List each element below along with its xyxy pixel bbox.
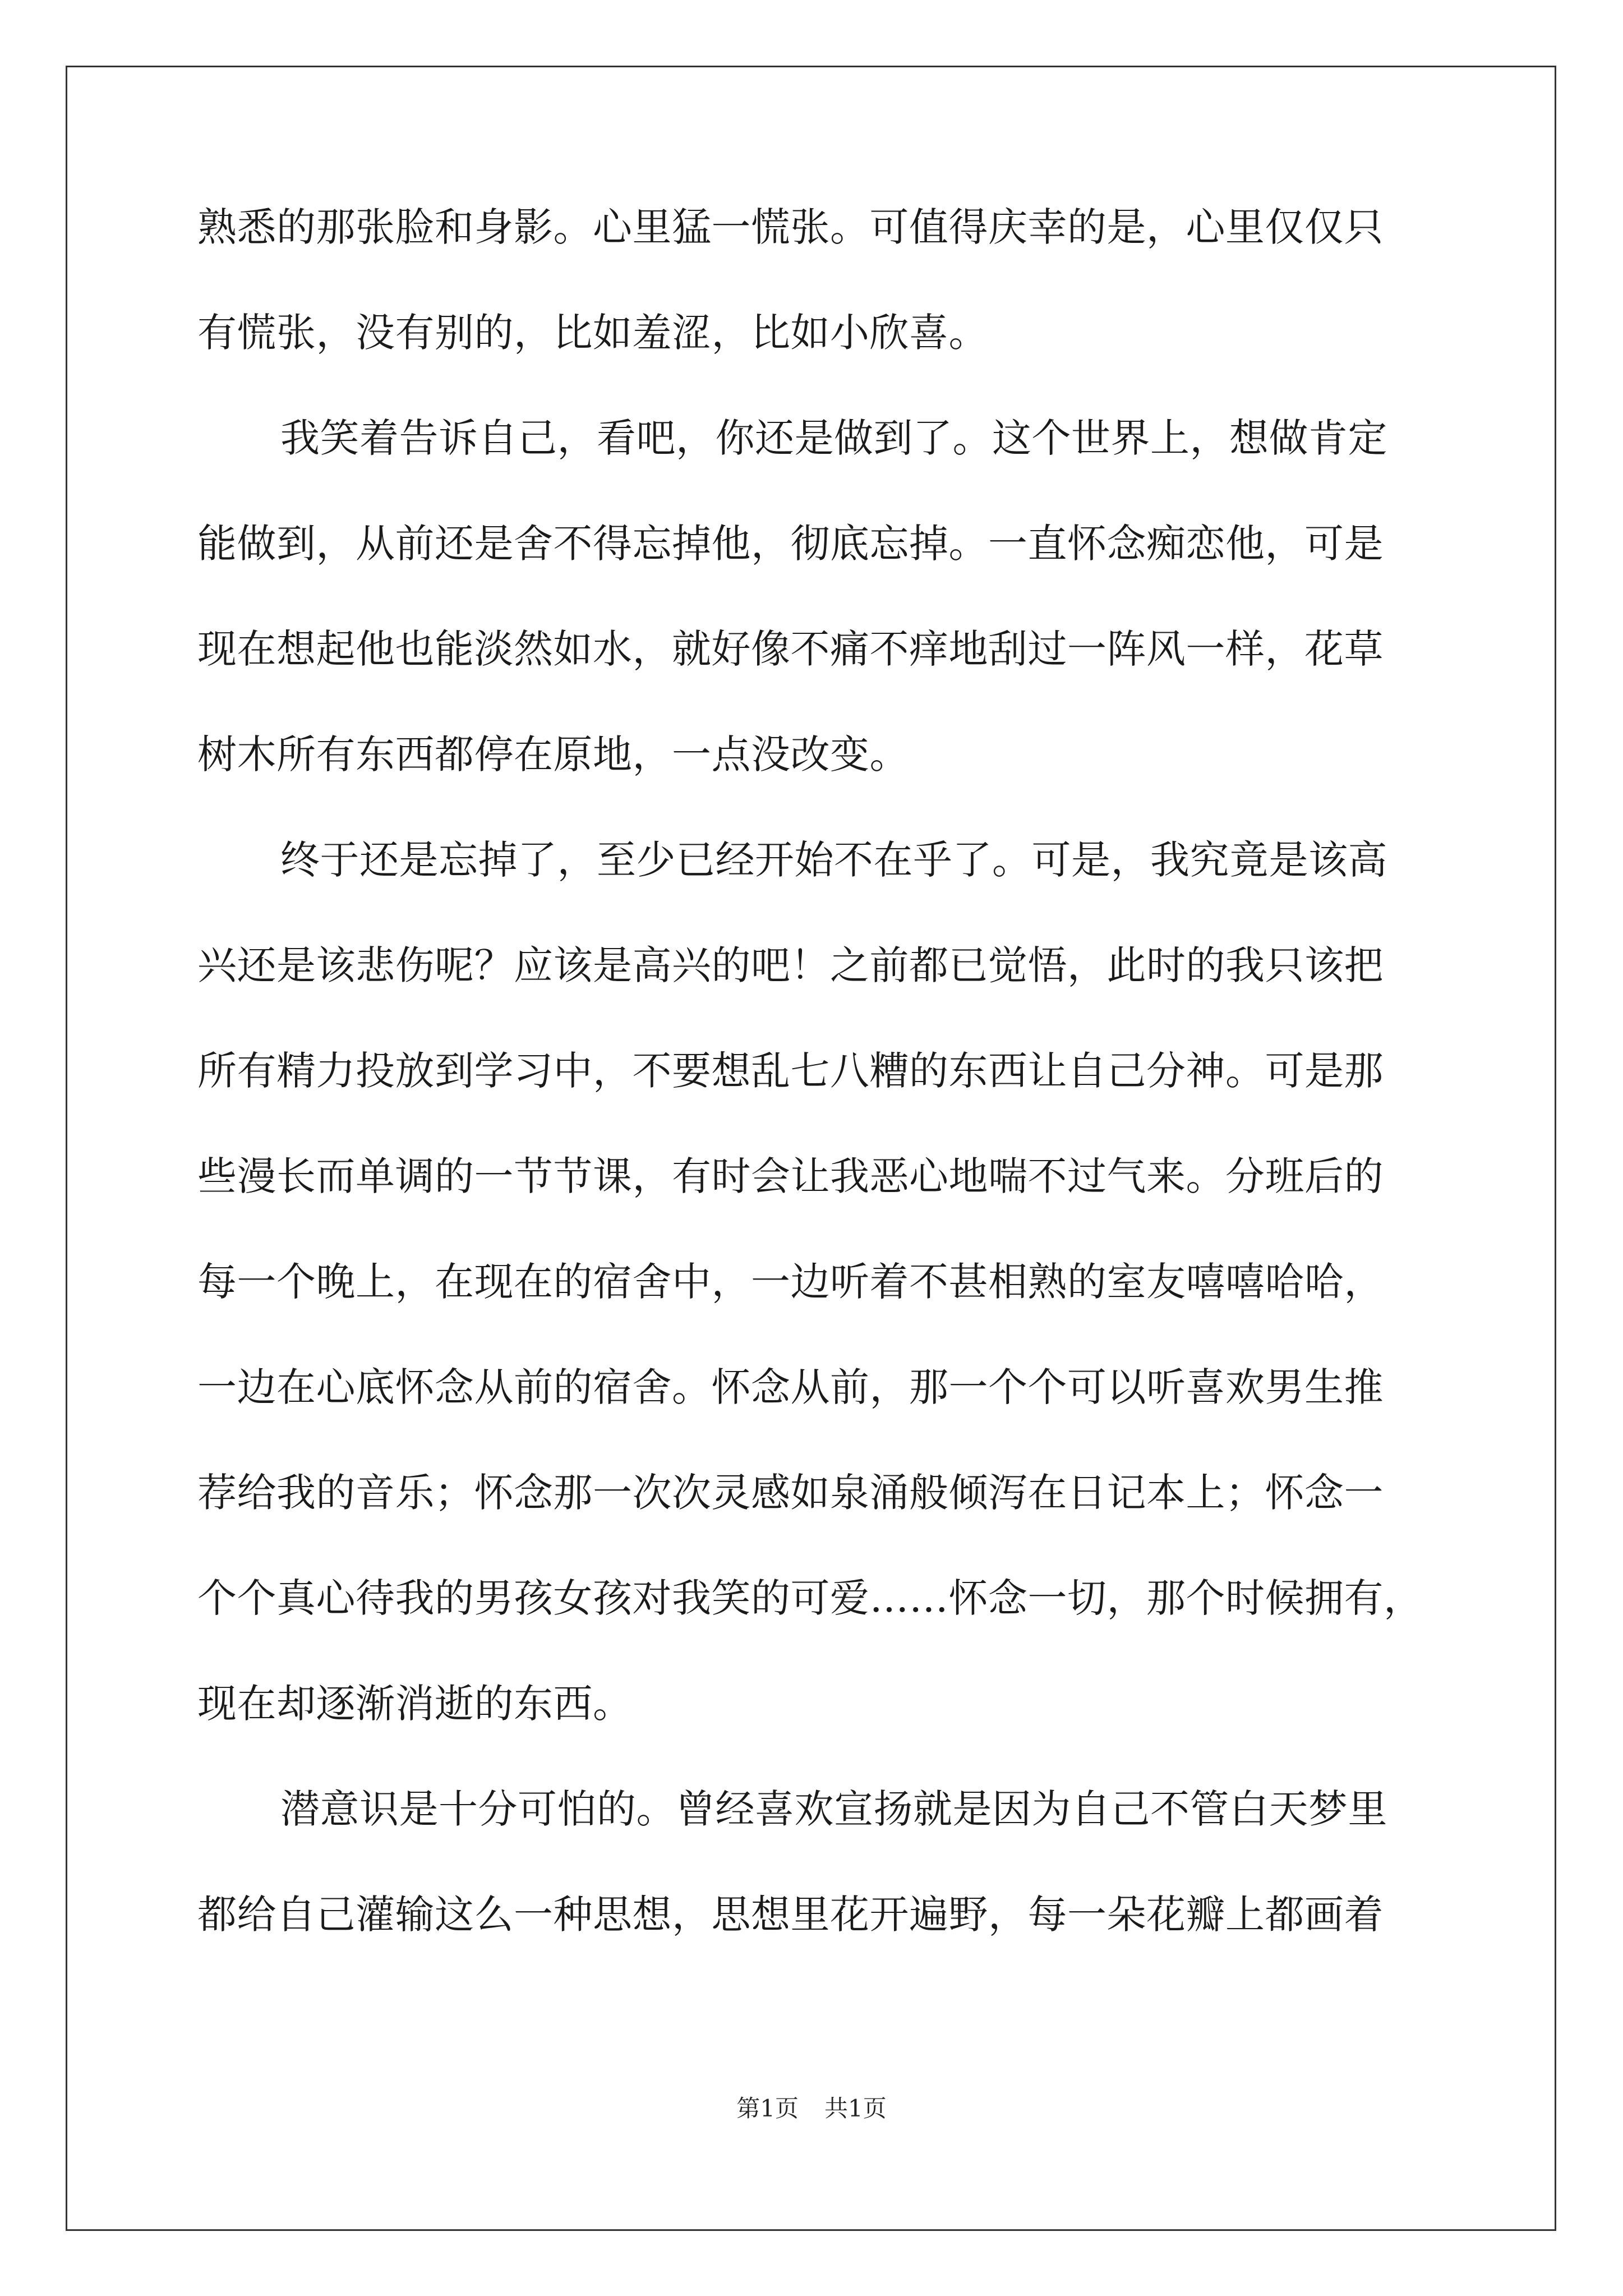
text-line: 些漫长而单调的一节节课，有时会让我恶心地喘不过气来。分班后的	[197, 1153, 1384, 1199]
text-line: 每一个晚上，在现在的宿舍中，一边听着不甚相熟的室友嘻嘻哈哈，	[197, 1259, 1384, 1305]
text-line: 个个真心待我的男孩女孩对我笑的可爱……怀念一切，那个时候拥有，	[197, 1575, 1423, 1621]
text-line: 都给自己灌输这么一种思想，思想里花开遍野，每一朵花瓣上都画着	[197, 1892, 1384, 1938]
text-line: 一边在心底怀念从前的宿舍。怀念从前，那一个个可以听喜欢男生推	[197, 1364, 1384, 1410]
text-line: 熟悉的那张脸和身影。心里猛一慌张。可值得庆幸的是，心里仅仅只	[197, 204, 1384, 250]
page-number: 第1页	[736, 2095, 799, 2122]
paragraph-first-line: 潜意识是十分可怕的。曾经喜欢宣扬就是因为自己不管白天梦里	[280, 1786, 1387, 1832]
text-line: 现在却逐渐消逝的东西。	[197, 1681, 633, 1727]
text-line: 所有精力投放到学习中，不要想乱七八糟的东西让自己分神。可是那	[197, 1048, 1384, 1094]
paragraph-first-line: 终于还是忘掉了，至少已经开始不在乎了。可是，我究竟是该高	[280, 837, 1387, 883]
text-line: 树木所有东西都停在原地，一点没改变。	[197, 731, 909, 777]
document-body	[197, 204, 1426, 2000]
text-line: 兴还是该悲伤呢？应该是高兴的吧！之前都已觉悟，此时的我只该把	[197, 942, 1384, 988]
text-line: 现在想起他也能淡然如水，就好像不痛不痒地刮过一阵风一样，花草	[197, 626, 1384, 672]
text-line: 有慌张，没有别的，比如羞涩，比如小欣喜。	[197, 310, 988, 356]
text-line: 能做到，从前还是舍不得忘掉他，彻底忘掉。一直怀念痴恋他，可是	[197, 521, 1384, 567]
total-pages: 共1页	[824, 2095, 887, 2122]
text-line: 荐给我的音乐；怀念那一次次灵感如泉涌般倾泻在日记本上；怀念一	[197, 1470, 1384, 1516]
paragraph-first-line: 我笑着告诉自己，看吧，你还是做到了。这个世界上，想做肯定	[280, 415, 1387, 461]
page-footer	[0, 2097, 1623, 2120]
